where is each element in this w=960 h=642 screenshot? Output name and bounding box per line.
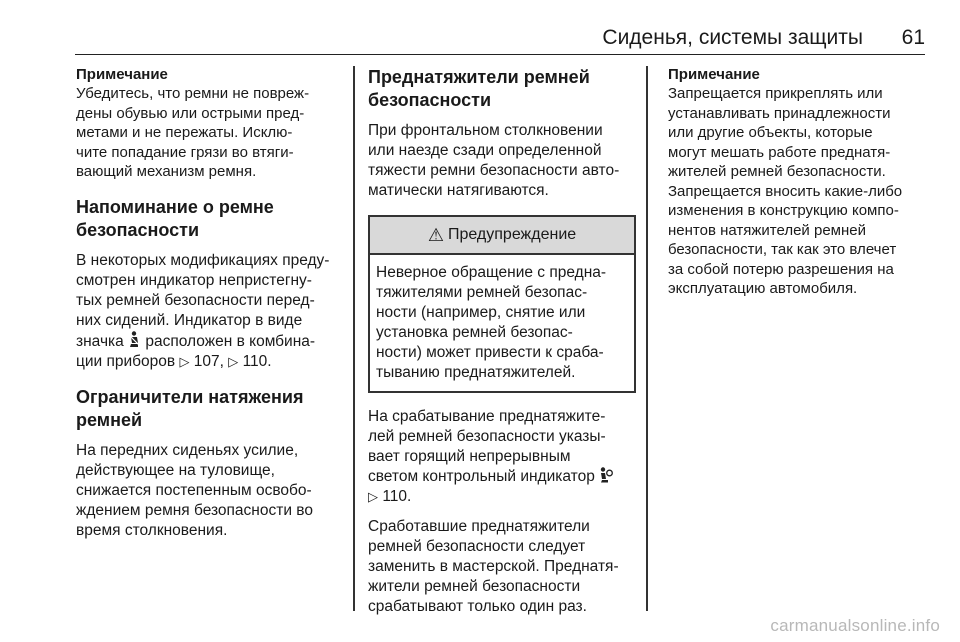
text-line: лей ремней безопасности указы- — [368, 428, 606, 445]
warning-triangle-icon: ⚠ — [427, 224, 444, 245]
note-text — [668, 84, 930, 299]
text-line: чите попадание грязи во втяги- — [76, 143, 294, 161]
text-line: метами и не пережаты. Исклю- — [76, 124, 293, 141]
text-line: безопасности, так как это влечет — [668, 241, 897, 258]
section-heading-reminder — [76, 196, 344, 242]
ref-arrow-icon: ▷ — [228, 353, 239, 369]
text-line: изменения в конструкцию компо- — [668, 202, 899, 219]
warning-header — [370, 217, 634, 255]
heading-line: Напоминание о ремне — [76, 196, 274, 217]
page-ref-link[interactable]: 107, — [193, 352, 224, 370]
text-line: заменить в мастерской. Преднатя- — [368, 558, 619, 575]
replace-paragraph — [368, 517, 636, 617]
text-line: тыванию преднатяжителей. — [376, 364, 576, 381]
page-header — [75, 22, 925, 55]
heading-line: безопасности — [368, 90, 492, 110]
text-line: них сидений. Индикатор в виде — [76, 311, 303, 329]
warning-body — [370, 255, 634, 391]
page-title: Сиденья, системы защиты — [602, 26, 863, 49]
text-line: или другие объекты, которые — [668, 124, 873, 141]
trigger-paragraph — [368, 407, 636, 507]
heading-line: безопасности — [76, 219, 200, 240]
text-line: жители ремней безопасности — [368, 578, 581, 595]
text-line: или наезде сзади определенной — [368, 142, 602, 159]
page-ref-link[interactable]: 110. — [382, 488, 412, 505]
text-line: эксплуатацию автомобиля. — [668, 280, 858, 297]
text-line: за собой потерю разрешения на — [668, 260, 894, 278]
column-divider — [353, 66, 355, 611]
reminder-paragraph — [76, 251, 344, 372]
note-title: Примечание — [668, 66, 760, 83]
text-line: В некоторых модификациях преду- — [76, 251, 330, 269]
page-number: 61 — [901, 26, 925, 49]
text-line: При фронтальном столкновении — [368, 122, 603, 139]
text-line: снижается постепенным освобо- — [76, 481, 312, 499]
text-fragment: светом контрольный индикатор — [368, 468, 595, 485]
heading-line: Преднатяжители ремней — [368, 67, 590, 87]
text-line: жителей ремней безопасности. — [668, 163, 886, 180]
watermark-text: carmanualsonline.info — [770, 616, 940, 635]
ref-arrow-icon: ▷ — [368, 489, 378, 504]
text-line: На срабатывание преднатяжите- — [368, 408, 606, 425]
airbag-indicator-icon — [599, 467, 613, 483]
section-heading-pretensioner — [368, 66, 636, 112]
text-line: тых ремней безопасности перед- — [76, 291, 315, 309]
text-line: смотрен индикатор непристегну- — [76, 271, 312, 289]
heading-line: ремней — [76, 409, 143, 430]
text-line: ремней безопасности следует — [368, 538, 586, 555]
column-divider — [646, 66, 648, 611]
note-text — [76, 84, 344, 182]
text-line: Неверное обращение с предна- — [376, 264, 607, 281]
text-line: вающий механизм ремня. — [76, 163, 257, 180]
column-right — [668, 66, 930, 299]
text-line: ности (например, снятие или — [376, 304, 586, 321]
text-line: установка ремней безопас- — [376, 324, 573, 341]
text-line: действующее на туловище, — [76, 461, 275, 479]
seatbelt-reminder-icon — [128, 331, 141, 348]
section-heading-limiter — [76, 386, 344, 432]
text-fragment: расположен в комбина- — [145, 332, 316, 350]
text-line: вает горящий непрерывным — [368, 448, 571, 465]
ref-arrow-icon: ▷ — [179, 353, 190, 369]
warning-box — [368, 215, 636, 393]
text-line: Сработавшие преднатяжители — [368, 518, 590, 535]
text-line: На передних сиденьях усилие, — [76, 441, 299, 459]
column-left — [76, 66, 344, 551]
column-middle — [368, 66, 636, 627]
text-line: могут мешать работе преднатя- — [668, 143, 891, 161]
text-line: срабатывают только один раз. — [368, 598, 587, 615]
text-line: нентов натяжителей ремней — [668, 221, 866, 239]
text-line: ждением ремня безопасности во — [76, 501, 313, 519]
text-line: Запрещается вносить какие-либо — [668, 182, 903, 200]
text-fragment: ции приборов — [76, 352, 176, 370]
page-ref-link[interactable]: 110. — [242, 352, 272, 370]
text-line: Убедитесь, что ремни не повреж- — [76, 85, 310, 102]
text-line: тяжителями ремней безопас- — [376, 284, 588, 301]
text-line: время столкновения. — [76, 521, 228, 539]
text-line: Запрещается прикреплять или — [668, 85, 883, 102]
warning-title: Предупреждение — [447, 226, 577, 243]
limiter-paragraph — [76, 441, 344, 541]
intro-paragraph — [368, 121, 636, 201]
heading-line: Ограничители натяжения — [76, 386, 304, 407]
text-line: ности) может привести к сраба- — [376, 344, 604, 361]
text-fragment: значка — [76, 332, 124, 350]
text-line: тяжести ремни безопасности авто- — [368, 162, 620, 179]
text-line: дены обувью или острыми пред- — [76, 104, 305, 122]
note-title: Примечание — [76, 66, 168, 83]
text-line: устанавливать принадлежности — [668, 104, 891, 122]
text-line: матически натягиваются. — [368, 182, 549, 199]
